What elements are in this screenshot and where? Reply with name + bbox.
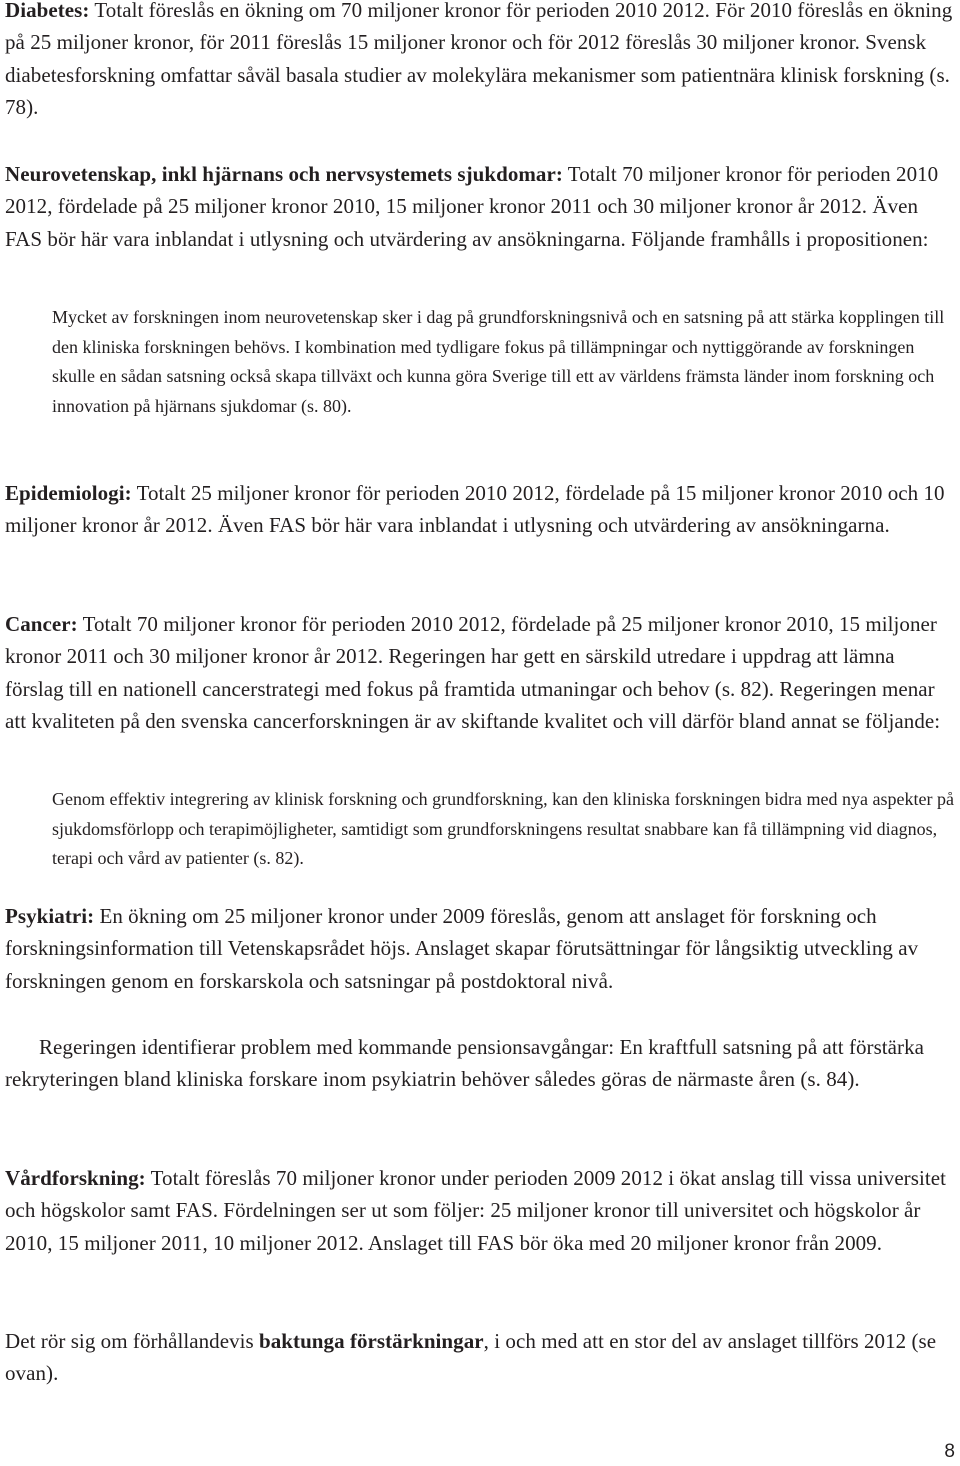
neuro-heading: Neurovetenskap, inkl hjärnans och nervsystemets sjukdomar: — [5, 162, 563, 186]
psykiatri-text: En ökning om 25 miljoner kronor under 2009 föreslås, genom att anslaget för forskning och forskningsinformation till Vetenskapsrådet höjs. Anslaget skapar förutsättningar för långsiktig utveckling av forskningen genom en forskarskola och satsningar på postdoktoral nivå. — [5, 904, 919, 993]
cancer-paragraph — [5, 608, 955, 738]
vardforskning-paragraph — [5, 1162, 955, 1259]
neuro-text: Totalt 70 miljoner kronor för perioden 2010 2012, fördelade på 25 miljoner kronor 2010, 15 miljoner kronor 2011 och 30 miljoner kronor år 2012. Även FAS bör här vara inblandat i utlysning och utvärdering av ansökningarna. Följande framhålls i propositionen: — [5, 162, 939, 251]
diabetes-heading: Diabetes: — [5, 0, 90, 22]
closing-text-after: , i och med att en stor del av anslaget tillförs 2012 (se ovan). — [5, 1329, 937, 1386]
psykiatri-paragraph-2: Regeringen identifierar problem med kommande pensionsavgångar: En kraftfull satsning på att förstärka rekryteringen bland kliniska forskare inom psykiatrin behöver således göras de närmaste åren (s. 84). — [5, 1035, 925, 1092]
page-number: 8 — [944, 1441, 955, 1462]
neuro-quote: Mycket av forskningen inom neurovetenskap sker i dag på grundforskningsnivå och en satsning på att stärka kopplingen till den kliniska forskningen behövs. I kombination med tydligare fokus på tillämpningar och nyttiggörande av forskningen skulle en sådan satsning också skapa tillväxt och kunna göra Sverige till ett av världens främsta länder inom forskning och innovation på hjärnans sjukdomar (s. 80). — [52, 307, 945, 416]
psykiatri-heading: Psykiatri: — [5, 904, 95, 928]
closing-text-before: Det rör sig om förhållandevis — [5, 1329, 260, 1353]
psykiatri-paragraph — [5, 900, 955, 997]
epidemiologi-text: Totalt 25 miljoner kronor för perioden 2010 2012, fördelade på 15 miljoner kronor 2010 och 10 miljoner kronor år 2012. Även FAS bör här vara inblandat i utlysning och utvärdering av ansökningarna. — [5, 481, 945, 538]
diabetes-paragraph — [5, 0, 955, 124]
cancer-quote: Genom effektiv integrering av klinisk forskning och grundforskning, kan den kliniska forskningen bidra med nya aspekter på sjukdomsförlopp och terapimöjligheter, samtidigt som grundforskningens resultat snabbare kan få tillämpning vid diagnos, terapi och vård av patienter (s. 82). — [52, 789, 954, 868]
cancer-heading: Cancer: — [5, 612, 78, 636]
epidemiologi-paragraph — [5, 477, 955, 542]
diabetes-text: Totalt föreslås en ökning om 70 miljoner kronor för perioden 2010 2012. För 2010 föreslås en ökning på 25 miljoner kronor, för 2011 föreslås 15 miljoner kronor och för 2012 föreslås 30 miljoner kronor. Svensk diabetesforskning omfattar såväl basala studier av molekylära mekanismer som patientnära klinisk forskning (s. 78). — [5, 0, 953, 120]
neuro-paragraph — [5, 158, 955, 255]
closing-paragraph — [5, 1325, 955, 1390]
epidemiologi-heading: Epidemiologi: — [5, 481, 132, 505]
closing-bold-text: baktunga förstärkningar — [259, 1329, 484, 1353]
vardforskning-heading: Vårdforskning: — [5, 1166, 146, 1190]
vardforskning-text: Totalt föreslås 70 miljoner kronor under perioden 2009 2012 i ökat anslag till vissa universitet och högskolor samt FAS. Fördelningen ser ut som följer: 25 miljoner kronor till universitet och högskolor år 2010, 15 miljoner 2011, 10 miljoner 2012. Anslaget till FAS bör öka med 20 miljoner kronor från 2009. — [5, 1166, 946, 1255]
cancer-text: Totalt 70 miljoner kronor för perioden 2010 2012, fördelade på 25 miljoner kronor 2010, 15 miljoner kronor 2011 och 30 miljoner kronor år 2012. Regeringen har gett en särskild utredare i uppdrag att lämna förslag till en nationell cancerstrategi med fokus på framtida utmaningar och behov (s. 82). Regeringen menar att kvaliteten på den svenska cancerforskningen är av skiftande kvalitet och vill därför bland annat se följande: — [5, 612, 941, 734]
